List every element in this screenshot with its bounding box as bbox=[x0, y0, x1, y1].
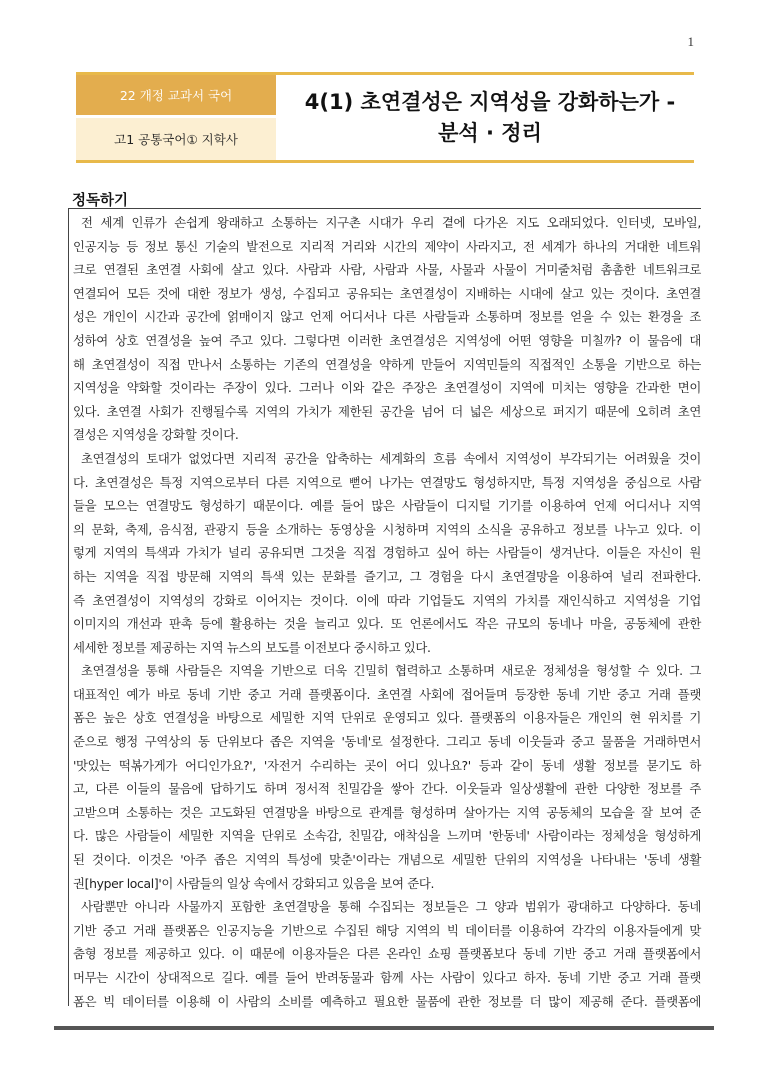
passage-line: 이미지의 개선과 판촉 등에 활용하는 것을 늘리고 있다. 또 언론에서도 작은 규모의 동네나 마을, 공동체에 관한 bbox=[73, 616, 701, 632]
passage-line: 준으로 행정 구역상의 동 단위보다 좁은 지역을 '동네'로 설정한다. 그리고 동네 이웃들과 중고 물품을 거래하면서 bbox=[73, 734, 701, 750]
passage-line: 머무는 시간이 상대적으로 길다. 예를 들어 반려동물과 함께 사는 사람이 있다고 하자. 동네 기반 중고 거래 플랫 bbox=[73, 970, 701, 985]
title-line: 4(1) 초연결성은 지역성을 강화하는가 - bbox=[304, 89, 676, 114]
passage-line: 결성은 지역성을 강화할 것이다. bbox=[73, 427, 239, 443]
textbook-label: 고1 공통국어① 지학사 bbox=[76, 118, 276, 160]
passage-line: 렇게 지역의 특색과 가치가 널리 공유되면 그것을 직접 경험하고 싶어 하는 사람들이 생겨난다. 이들은 자신이 원 bbox=[73, 545, 701, 561]
title-line: 분석 · 정리 bbox=[438, 120, 542, 145]
section-heading: 정독하기 bbox=[72, 193, 129, 209]
passage-line: 의 문화, 축제, 음식점, 관광지 등을 소개하는 동영상을 시청하며 지역의 소식을 공유하고 정보를 나누고 있다. 이 bbox=[73, 521, 701, 537]
passage-line: 해 초연결성이 직접 만나서 소통하는 기존의 연결성을 약하게 만들어 지역민들의 직접적인 소통을 기반으로 하는 bbox=[73, 356, 701, 372]
passage-line: 하는 지역을 직접 방문해 지역의 특색 있는 문화를 즐기고, 그 경험을 다시 초연결망을 이용하여 널리 전파한다. bbox=[73, 568, 701, 584]
passage-line: 성은 개인이 시간과 공간에 얽매이지 않고 언제 어디서나 다른 사람들과 소통하며 정보를 얻을 수 있는 환경을 조 bbox=[73, 309, 701, 325]
document-header bbox=[76, 72, 694, 164]
document-title bbox=[286, 75, 694, 160]
passage-line: 폼은 빅 데이터를 이용해 이 사람의 소비를 예측하고 필요한 물품에 관한 정보를 더 많이 제공해 준다. 플랫폼에 bbox=[73, 993, 701, 1009]
reading-passage bbox=[68, 208, 701, 1009]
passage-line: 연결되어 모든 것에 대한 정보가 생성, 수집되고 공유되는 초연결성이 지배하는 시대에 살고 있는 것이다. 초연결 bbox=[73, 285, 701, 301]
passage-line: 고, 다른 이들의 물음에 답하기도 하며 정서적 친밀감을 쌓아 간다. 이웃들과 일상생활에 관한 다양한 정보를 주 bbox=[73, 781, 701, 797]
passage-line: 권[hyper local]'이 사람들의 일상 속에서 강화되고 있음을 보여 준다. bbox=[73, 875, 435, 891]
passage-line: 고받으며 소통하는 것은 고도화된 연결망을 바탕으로 관계를 형성하며 살아가는 지역 공동체의 모습을 잘 보여 준 bbox=[73, 804, 701, 820]
passage-line: 기반 중고 거래 플랫폼은 인공지능을 기반으로 수집된 해당 지역의 빅 데이터를 이용하여 각각의 이용자들에게 맞 bbox=[73, 922, 701, 938]
passage-line: 사람뿐만 아니라 사물까지 포함한 초연결망을 통해 수집되는 정보들은 그 양과 범위가 광대하고 다양하다. 동네 bbox=[81, 899, 701, 915]
header-bottom-rule bbox=[76, 160, 694, 163]
passage-line: 초연결성을 통해 사람들은 지역을 기반으로 더욱 긴밀히 협력하고 소통하며 새로운 정체성을 형성할 수 있다. 그 bbox=[81, 663, 701, 679]
passage-line: 폼은 높은 상호 연결성을 바탕으로 세밀한 지역 단위로 운영되고 있다. 플랫폼의 이용자들은 개인의 현 위치를 기 bbox=[73, 710, 701, 726]
passage-line: 초연결성의 토대가 없었다면 지리적 공간을 압축하는 세계화의 흐름 속에서 지역성이 부각되기는 어려웠을 것이 bbox=[81, 450, 701, 466]
passage-line: 지역성을 약화할 것이라는 주장이 있다. 그러나 이와 같은 주장은 초연결성이 지역에 미치는 영향을 간과한 면이 bbox=[73, 380, 701, 396]
page-number: 1 bbox=[687, 34, 694, 49]
passage-line: 즉 초연결성이 지역성의 강화로 이어지는 것이다. 이에 따라 기업들도 지역의 가치를 재인식하고 지역성을 기업 bbox=[73, 592, 701, 608]
passage-line: 크로 연결된 초연결 사회에 살고 있다. 사람과 사람, 사람과 사물, 사물과 사물이 거미줄처럼 촘촘한 네트워크로 bbox=[73, 262, 701, 278]
passage-line: 세세한 정보를 제공하는 지역 뉴스의 보도를 이전보다 중시하고 있다. bbox=[73, 639, 431, 655]
passage-line: 있다. 초연결 사회가 진행될수록 지역의 가치가 제한된 공간을 넘어 더 넓은 세상으로 퍼지기 때문에 오히려 초연 bbox=[73, 403, 701, 419]
footer-rule bbox=[54, 1026, 714, 1030]
passage-line: 전 세계 인류가 손쉽게 왕래하고 소통하는 지구촌 시대가 우리 곁에 다가온 지도 오래되었다. 인터넷, 모바일, bbox=[81, 215, 701, 230]
passage-line: '맛있는 떡볶가게가 어디인가요?', '자전거 수리하는 곳이 어디 있나요?' 등과 같이 동네 생활 정보를 묻기도 하 bbox=[73, 757, 701, 773]
passage-line: 춤형 정보를 제공하고 있다. 이 때문에 이용자들은 다른 온라인 쇼핑 플랫폼보다 동네 기반 중고 거래 플랫폼에서 bbox=[73, 946, 701, 962]
passage-line: 대표적인 예가 바로 동네 기반 중고 거래 플랫폼이다. 초연결 사회에 접어들며 등장한 동네 기반 중고 거래 플랫 bbox=[73, 686, 701, 702]
passage-line: 인공지능 등 정보 통신 기술의 발전으로 지리적 거리와 시간의 제약이 사라지고, 전 세계가 하나의 거대한 네트워 bbox=[73, 238, 701, 254]
passage-line: 들을 모으는 연결망도 형성하기 때문이다. 예를 들어 많은 사람들이 디지털 기기를 이용하여 언제 어디서나 지역 bbox=[73, 498, 701, 514]
passage-line: 성하여 상호 연결성을 높여 주고 있다. 그렇다면 이러한 초연결성은 지역성에 어떤 영향을 미칠까? 이 물음에 대 bbox=[73, 332, 701, 348]
passage-line: 다. 초연결성은 특정 지역으로부터 다른 지역으로 뻗어 나가는 연결망도 형성하지만, 특정 지역성을 중심으로 사람 bbox=[73, 474, 701, 490]
passage-line: 된 것이다. 이것은 '아주 좁은 지역의 특성에 맞춘'이라는 개념으로 세밀한 단위의 지역성을 나타내는 '동네 생활 bbox=[73, 852, 701, 868]
course-label: 22 개정 교과서 국어 bbox=[76, 75, 276, 115]
passage-line: 다. 많은 사람들이 세밀한 지역을 단위로 소속감, 친밀감, 애착심을 느끼며 '한동네' 사람이라는 정체성을 형성하게 bbox=[73, 828, 701, 844]
